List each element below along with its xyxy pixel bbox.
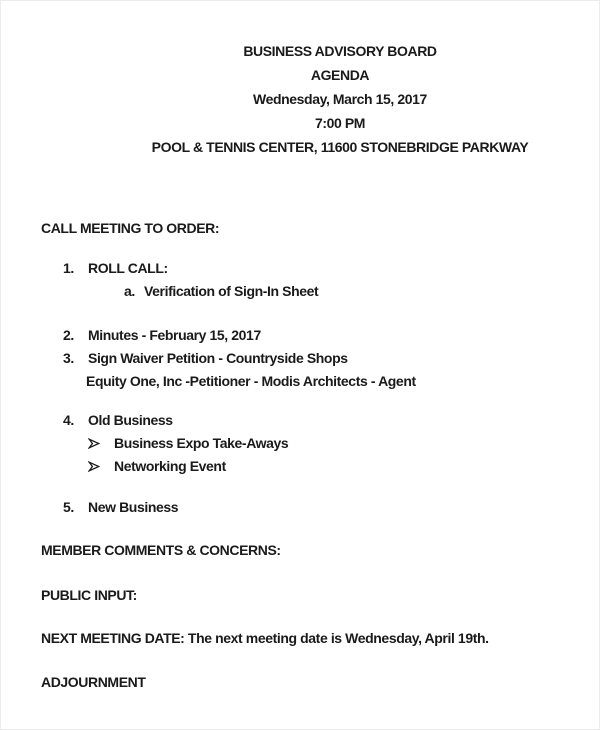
document-header [81,39,599,159]
agenda-item-sign-waiver-continuation: Equity One, Inc -Petitioner - Modis Architects - Agent [86,373,416,389]
public-input-heading: PUBLIC INPUT: [41,587,137,603]
bullet-label: Networking Event [114,458,226,474]
subitem-letter: a. [124,283,135,299]
item-label: Minutes - February 15, 2017 [88,327,261,343]
adjournment-heading: ADJOURNMENT [41,674,146,690]
item-number: 5. [63,499,74,515]
meeting-time: 7:00 PM [314,115,366,131]
item-number: 3. [63,350,74,366]
item-number: 4. [63,412,74,428]
arrowhead-bullet-icon [88,438,114,449]
item-label: New Business [88,499,179,515]
arrowhead-bullet-icon [88,461,114,472]
agenda-bullet-networking-event [41,455,559,478]
agenda-item-sign-waiver [41,347,559,370]
agenda-item-old-business [41,409,559,432]
meeting-date: Wednesday, March 15, 2017 [253,91,427,107]
item-number: 1. [63,260,74,276]
agenda-item-minutes [41,324,559,347]
agenda-subitem-signin-sheet [41,280,559,303]
document-title: BUSINESS ADVISORY BOARD [243,43,437,59]
item-number: 2. [63,327,74,343]
agenda-item-new-business [41,496,559,519]
meeting-location: POOL & TENNIS CENTER, 11600 STONEBRIDGE PARKWAY [151,139,529,155]
member-comments-heading: MEMBER COMMENTS & CONCERNS: [41,542,281,558]
agenda-item-roll-call [41,257,559,280]
item-label: Old Business [88,412,173,428]
bullet-label: Business Expo Take-Aways [114,435,289,451]
item-label: ROLL CALL: [88,260,168,276]
item-label: Sign Waiver Petition - Countryside Shops [88,350,348,366]
document-subtitle: AGENDA [310,67,370,83]
subitem-label: Verification of Sign-In Sheet [144,283,319,299]
next-meeting-line: NEXT MEETING DATE: The next meeting date is Wednesday, April 19th. [41,630,489,646]
call-to-order-heading: CALL MEETING TO ORDER: [41,220,220,236]
agenda-bullet-business-expo [41,432,559,455]
